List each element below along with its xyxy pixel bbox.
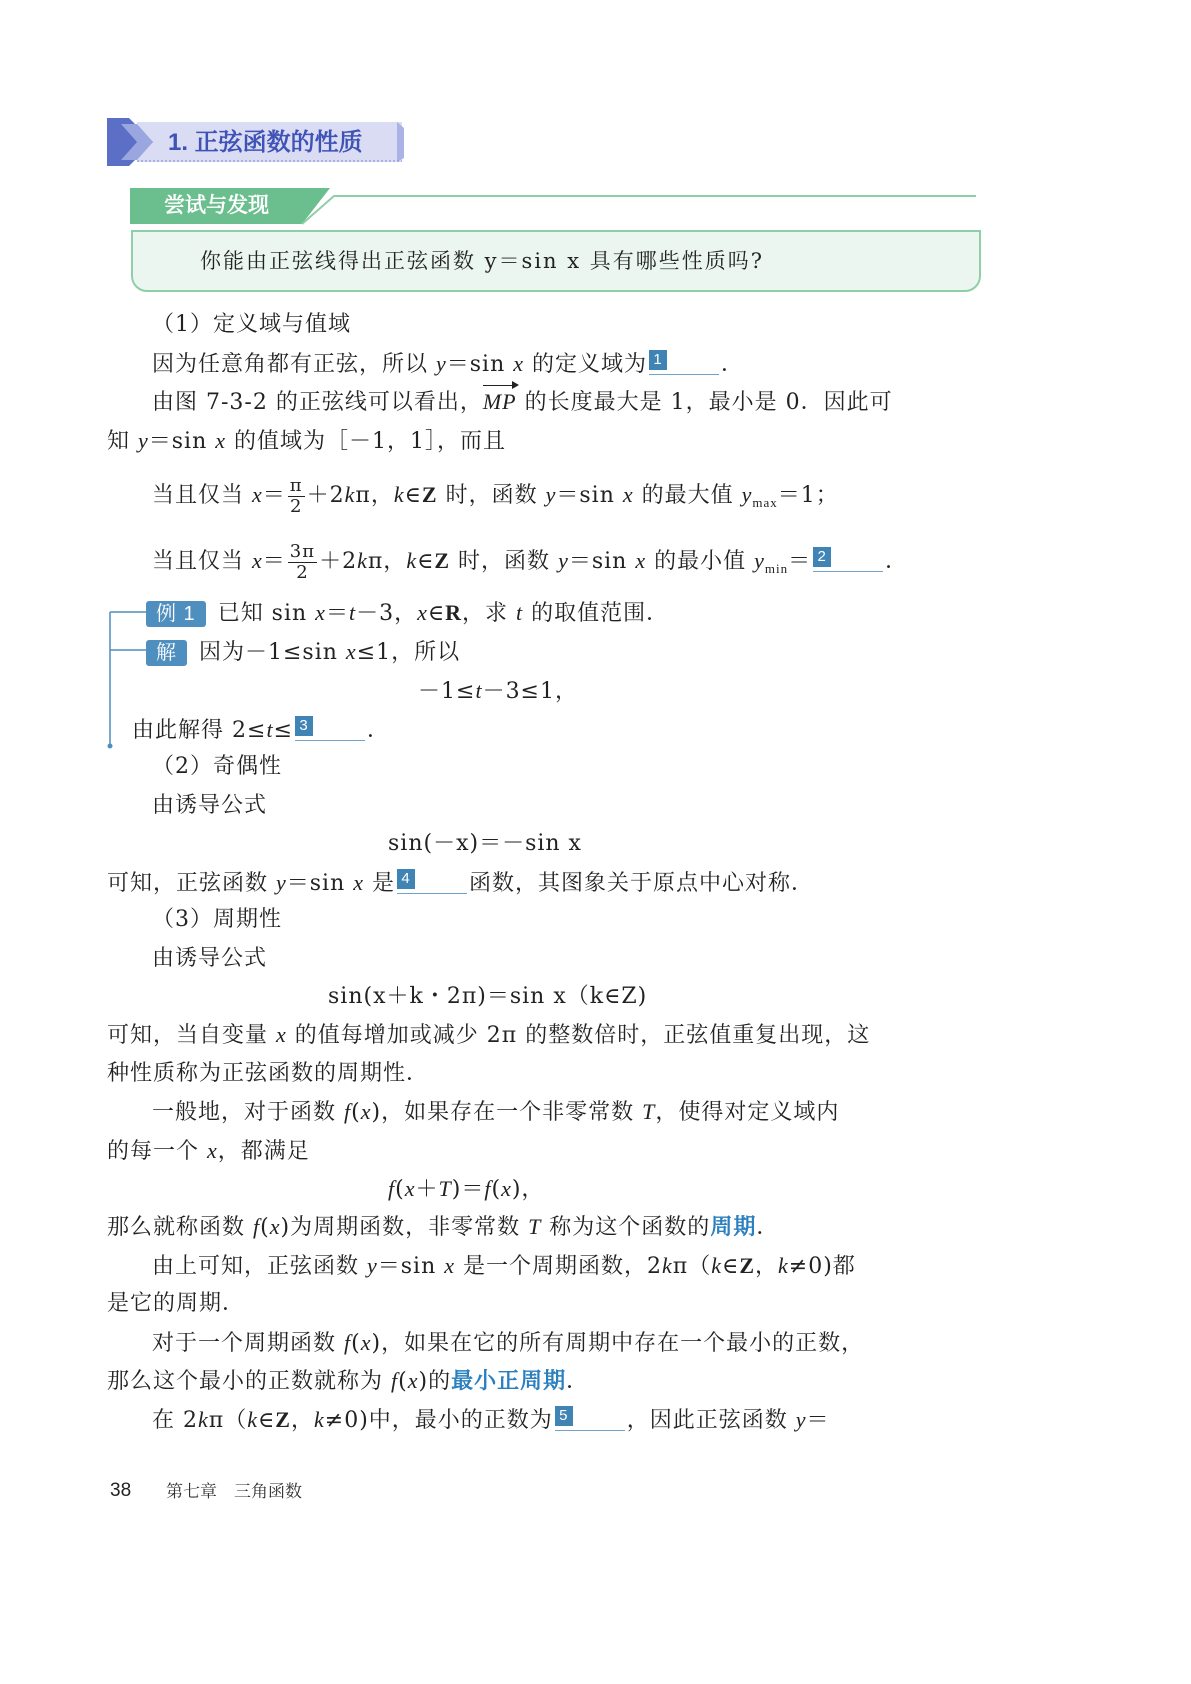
solution-tag: 解 (146, 640, 187, 666)
formula-odd: sin(－x)＝－sin x (388, 831, 582, 856)
solution-result: 由此解得 2≤t≤ 3 ． (132, 714, 390, 746)
text-induction-1: 由诱导公式 (152, 793, 268, 818)
term-min-period: 最小正周期 (451, 1368, 567, 1393)
text-odd: 可知，正弦函数 y＝sin x 是 4 函数，其图象关于原点中心对称． (107, 867, 814, 899)
text-range-1: 由图 7-3-2 的正弦线可以看出，MP 的长度最大是 1，最小是 0．因此可 (152, 389, 893, 415)
text-min-period-1: 对于一个周期函数 f(x)，如果在它的所有周期中存在一个最小的正数， (152, 1330, 865, 1356)
blank-3[interactable]: 3 (295, 714, 365, 741)
term-period: 周期 (710, 1214, 757, 1239)
try-box-question: 你能由正弦线得出正弦函数 y＝sin x 具有哪些性质吗? (200, 249, 765, 273)
heading-periodicity: （3）周期性 (152, 907, 282, 932)
page-number: 38 (110, 1480, 132, 1501)
chapter-title: 第七章 三角函数 (166, 1482, 302, 1502)
text-min-period-2: 那么这个最小的正数就称为 f(x)的最小正周期． (107, 1368, 590, 1394)
example-tag: 例 1 (146, 601, 206, 627)
heading-domain-range: （1）定义域与值域 (152, 312, 351, 337)
try-box-header: 尝试与发现 (164, 194, 269, 217)
blank-2[interactable]: 2 (813, 545, 883, 572)
text-sin-period-1: 由上可知，正弦函数 y＝sin x 是一个周期函数，2kπ（k∈Z，k≠0)都 (152, 1253, 856, 1279)
text-sin-period-2: 是它的周期． (107, 1291, 246, 1316)
blank-5[interactable]: 5 (555, 1404, 625, 1431)
formula-period: sin(x＋k・2π)＝sin x（k∈Z) (328, 984, 648, 1009)
example-1: 例 1 已知 sin x＝t－3，x∈R，求 t 的取值范围． (146, 598, 669, 629)
text-min: 当且仅当 x＝ $\frac{3\pi}{2}$ ＋2kπ，k∈Z 时，函数 y＝sin x 的最小值 $y_{min}=$ 2 ． (152, 540, 909, 583)
heading-parity: （2）奇偶性 (152, 754, 282, 779)
text-min-period-3: 在 2kπ（k∈Z，k≠0)中，最小的正数为 5 ，因此正弦函数 y＝ (152, 1404, 830, 1436)
section-title: 1. 正弦函数的性质 (168, 129, 363, 156)
text-period-2: 种性质称为正弦函数的周期性． (107, 1061, 430, 1086)
text-def-3: 那么就称函数 f(x)为周期函数，非零常数 T 称为这个函数的周期． (107, 1214, 780, 1240)
text-domain: 因为任意角都有正弦，所以 y＝sin x 的定义域为 1 ． (152, 348, 744, 380)
solution-ineq: －1≤t－3≤1， (418, 678, 578, 704)
text-def-2: 的每一个 x，都满足 (107, 1138, 310, 1164)
text-max: 当且仅当 x＝ $\frac{\pi}{2}$ ＋2kπ，k∈Z 时，函数 y＝sin x 的最大值 $y_{max}=1$； (152, 474, 839, 517)
solution-1: 解 因为－1≤sin x≤1，所以 (146, 637, 460, 668)
blank-4[interactable]: 4 (397, 867, 467, 894)
text-induction-2: 由诱导公式 (152, 946, 268, 971)
text-range-2: 知 y＝sin x 的值域为［－1，1］，而且 (107, 428, 507, 454)
formula-def: f(x＋T)＝f(x)， (388, 1176, 545, 1202)
text-period-1: 可知，当自变量 x 的值每增加或减少 2π 的整数倍时，正弦值重复出现，这 (107, 1022, 871, 1048)
blank-1[interactable]: 1 (649, 348, 719, 375)
text-def-1: 一般地，对于函数 f(x)，如果存在一个非零常数 T，使得对定义域内 (152, 1099, 840, 1125)
